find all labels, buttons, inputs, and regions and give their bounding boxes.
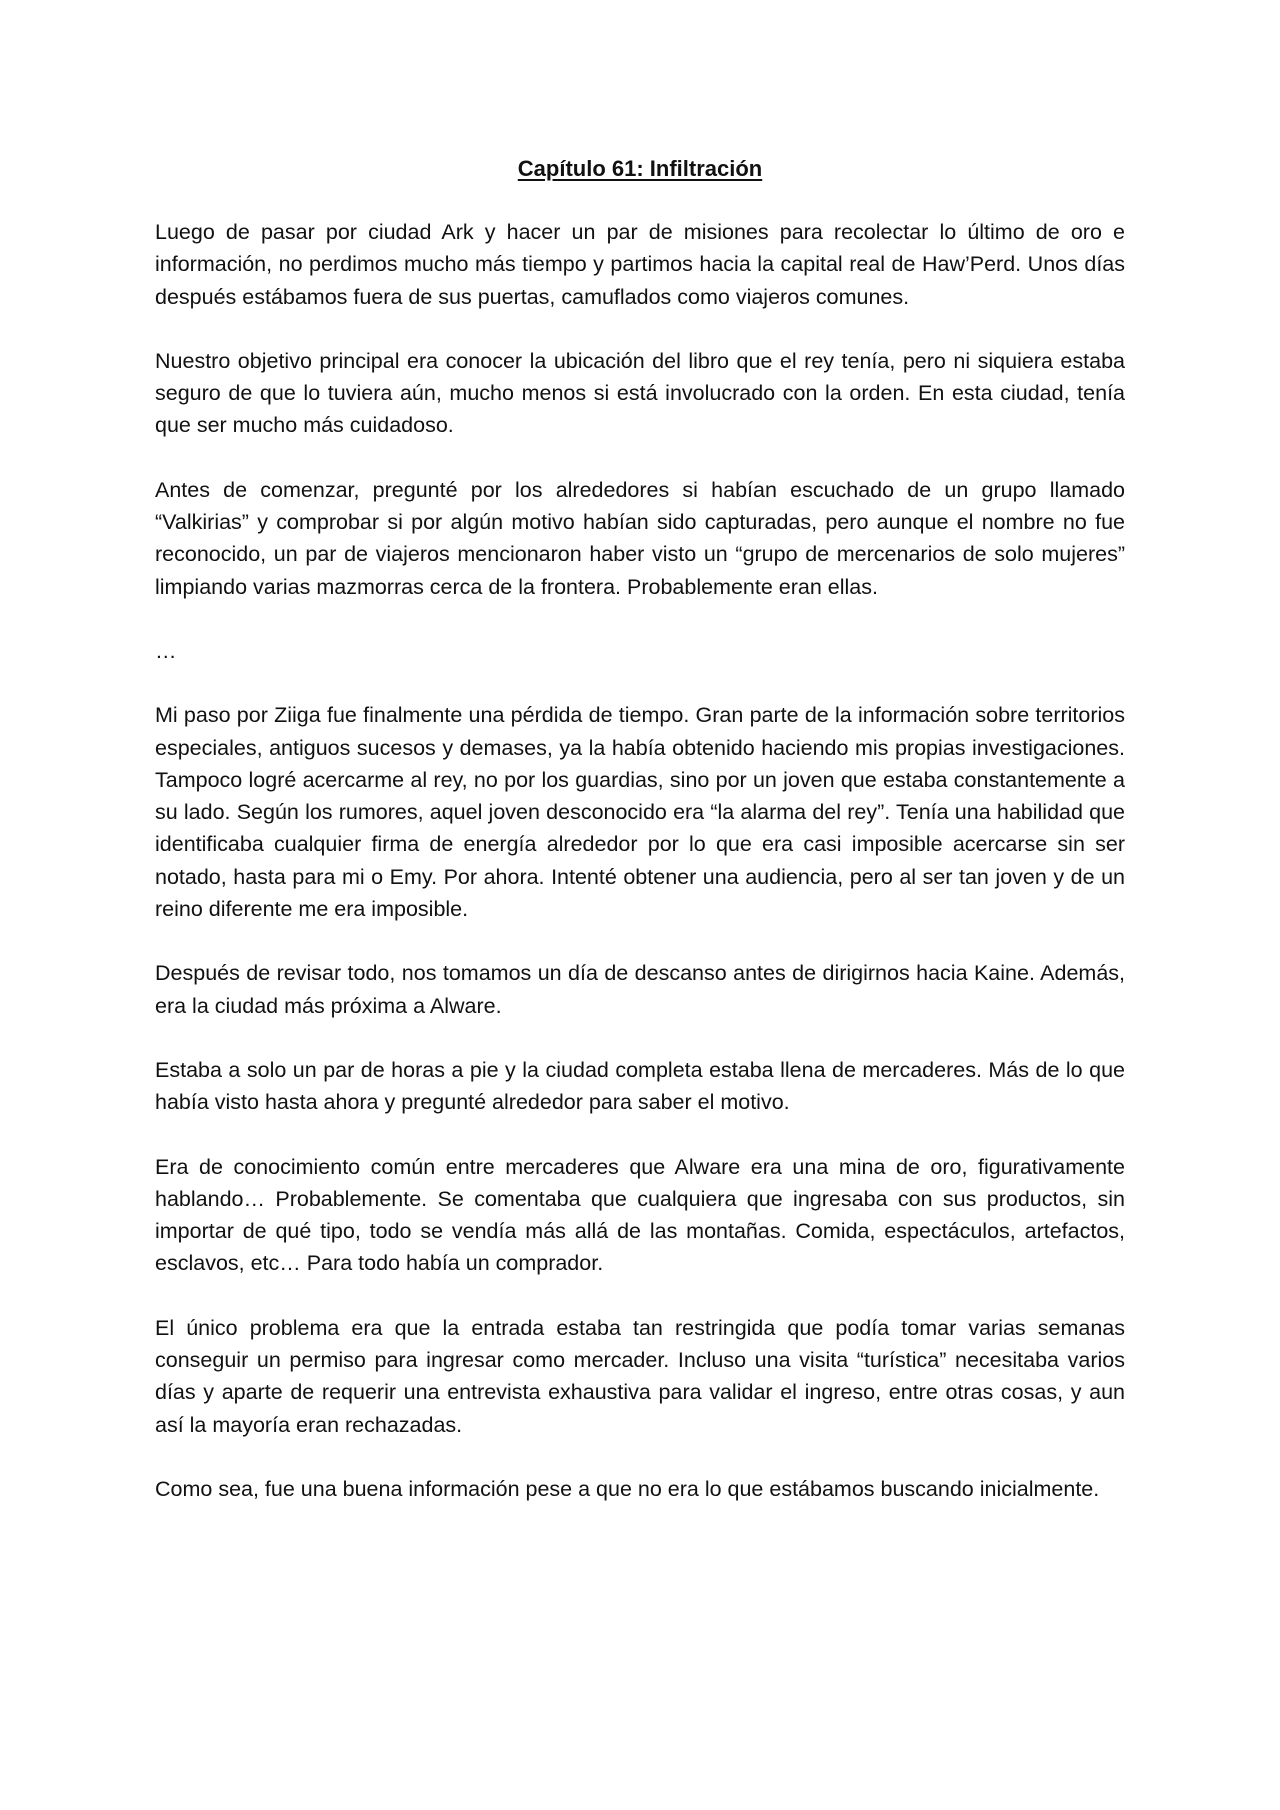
scene-break: … [155, 638, 177, 663]
paragraph-2: Nuestro objetivo principal era conocer la ubicación del libro que el rey tenía, pero ni siquiera estaba seguro de que lo tuviera aún, mucho menos si está involucrado con la orden. En esta ciudad, tenía que ser mucho más cuidadoso. [155, 348, 1125, 438]
paragraph-8: El único problema era que la entrada estaba tan restringida que podía tomar varias semanas conseguir un permiso para ingresar como mercader. Incluso una visita “turística” necesitaba varios días y aparte de requerir una entrevista exhaustiva para validar el ingreso, entre otras cosas, y aun así la mayoría eran rechazadas. [155, 1315, 1125, 1437]
chapter-body [155, 216, 1125, 1537]
paragraph-6: Estaba a solo un par de horas a pie y la ciudad completa estaba llena de mercaderes. Más de lo que había visto hasta ahora y pregunté alrededor para saber el motivo. [155, 1057, 1125, 1115]
paragraph-9: Como sea, fue una buena información pese a que no era lo que estábamos buscando inicialmente. [155, 1476, 1100, 1501]
chapter-title: Capítulo 61: Infiltración [517, 156, 763, 181]
paragraph-3: Antes de comenzar, pregunté por los alrededores si habían escuchado de un grupo llamado “Valkirias” y comprobar si por algún motivo habían sido capturadas, pero aunque el nombre no fue reconocido, un par de viajeros mencionaron haber visto un “grupo de mercenarios de solo mujeres” limpiando varias mazmorras cerca de la frontera. Probablemente eran ellas. [155, 477, 1125, 599]
paragraph-7: Era de conocimiento común entre mercaderes que Alware era una mina de oro, figurativamente hablando… Probablemente. Se comentaba que cualquiera que ingresaba con sus productos, sin importar de qué tipo, todo se vendía más allá de las montañas. Comida, espectáculos, artefactos, esclavos, etc… Para todo había un comprador. [155, 1154, 1125, 1276]
paragraph-1: Luego de pasar por ciudad Ark y hacer un par de misiones para recolectar lo último de oro e información, no perdimos mucho más tiempo y partimos hacia la capital real de Haw’Perd. Unos días después estábamos fuera de sus puertas, camuflados como viajeros comunes. [155, 220, 1125, 309]
paragraph-5: Después de revisar todo, nos tomamos un día de descanso antes de dirigirnos hacia Kaine. Además, era la ciudad más próxima a Alware. [155, 961, 1125, 1018]
paragraph-4: Mi paso por Ziiga fue finalmente una pérdida de tiempo. Gran parte de la información sobre territorios especiales, antiguos sucesos y demases, ya la había obtenido haciendo mis propias investigaciones. Tampoco logré acercarme al rey, no por los guardias, sino por un joven que estaba constantemente a su lado. Según los rumores, aquel joven desconocido era “la alarma del rey”. Tenía una habilidad que identificaba cualquier firma de energía alrededor por lo que era casi imposible acercarse sin ser notado, hasta para mi o Emy. Por ahora. Intenté obtener una audiencia, pero al ser tan joven y de un reino diferente me era imposible. [155, 703, 1125, 922]
